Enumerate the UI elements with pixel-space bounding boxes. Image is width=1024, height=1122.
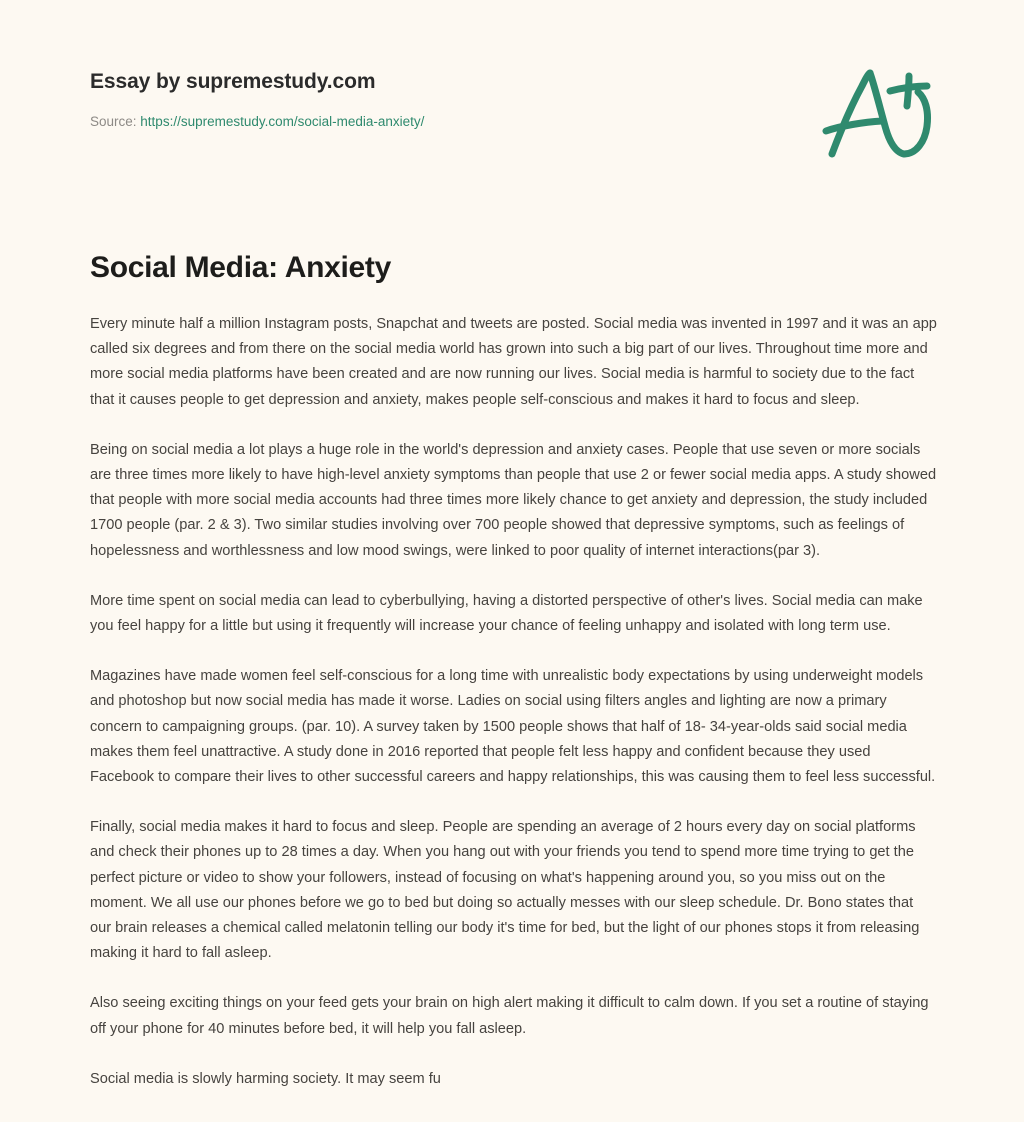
source-url-link[interactable]: https://supremestudy.com/social-media-anxiety/ — [140, 114, 425, 129]
page-title: Social Media: Anxiety — [90, 251, 392, 284]
paragraph: Magazines have made women feel self-conscious for a long time with unrealistic body expectations by using underweight models and photoshop but now social media has made it worse. Ladies on social using filters angles and lighting are now a primary concern to campaigning groups. (par. 10). A survey taken by 1500 people shows that half of 18- 34-year-olds said social media makes them feel unattractive. A study done in 2016 reported that people felt less happy and confident because they used Facebook to compare their lives to other successful careers and happy relationships, this was causing them to feel less successful. — [90, 668, 936, 786]
source-line — [90, 113, 935, 131]
paragraph: Also seeing exciting things on your feed gets your brain on high alert making it difficult to calm down. If you set a routine of staying off your phone for 40 minutes before bed, it will help you fall asleep. — [90, 995, 929, 1037]
essay-body — [90, 312, 938, 1092]
paragraph: More time spent on social media can lead to cyberbullying, having a distorted perspective of other's lives. Social media can make you feel happy for a little but using it frequently will increase your chance of feeling unhappy and isolated with long term use. — [90, 592, 923, 635]
paragraph: Being on social media a lot plays a huge role in the world's depression and anxiety cases. People that use seven or more socials are three times more likely to have high-level anxiety symptoms than people that use 2 or fewer social media apps. A study showed that people with more social media accounts had three times more likely chance to get anxiety and depression, the study included 1700 people (par. 2 & 3). Two similar studies involving over 700 people showed that depressive symptoms, such as feelings of hopelessness and worthlessness and low mood swings, were linked to poor quality of internet interactions(par 3). — [90, 441, 937, 559]
essay-byline: Essay by supremestudy.com — [90, 70, 376, 93]
paragraph: Finally, social media makes it hard to focus and sleep. People are spending an average of 2 hours every day on social platforms and check their phones up to 28 times a day. When you hang out with your friends you tend to spend more time trying to get the perfect picture or video to show your followers, instead of focusing on what's happening around you, so you miss out on the moment. We all use our phones before we go to bed but doing so actually messes with our sleep schedule. Dr. Bono states that our brain releases a chemical called melatonin telling our body it's time for bed, but the light of our phones stops it from releasing making it hard to fall asleep. — [90, 819, 920, 962]
page-header — [90, 68, 935, 131]
a-plus-logo-icon — [812, 62, 942, 168]
a-plus-logo[interactable] — [812, 62, 942, 168]
paragraph: Every minute half a million Instagram posts, Snapchat and tweets are posted. Social media was invented in 1997 and it was an app called six degrees and from there on the social media world has grown into such a big part of our lives. Throughout time more and more social media platforms have been created and are now running our lives. Social media is harmful to society due to the fact that it causes people to get depression and anxiety, makes people self-conscious and makes it hard to focus and sleep. — [90, 316, 937, 408]
paragraph: Social media is slowly harming society. It may seem fu — [90, 1070, 441, 1087]
source-label: Source: — [90, 114, 137, 129]
